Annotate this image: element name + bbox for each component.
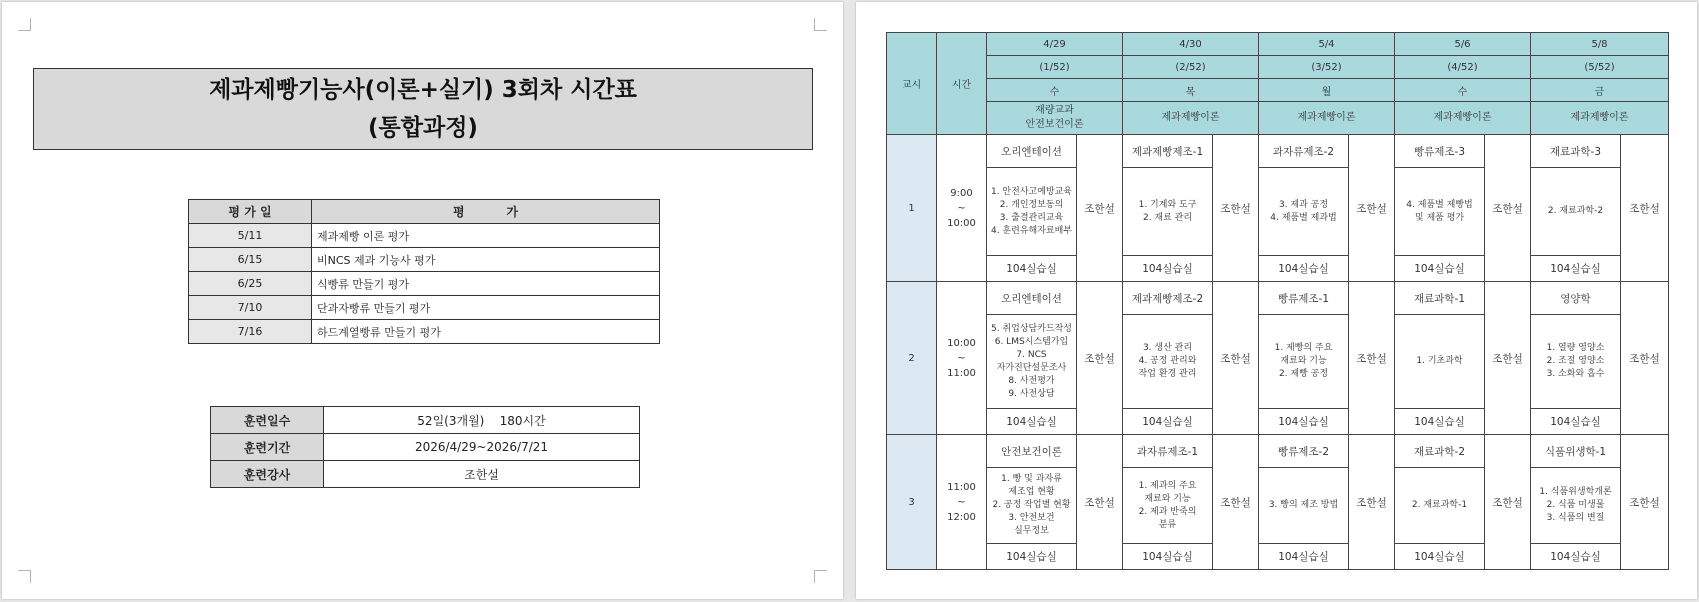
- class-unit-description: 1. 안전사고예방교육 2. 개인정보동의 3. 출결관리교육 4. 훈련유해자료배부: [987, 168, 1077, 256]
- class-unit-title: 오리엔테이션: [987, 282, 1077, 315]
- eval-name-header: 평 가: [312, 200, 660, 224]
- class-unit-description: 1. 열량 영양소 2. 조절 영양소 3. 소화와 흡수: [1531, 315, 1621, 409]
- class-instructor: 조한설: [1485, 282, 1531, 435]
- eval-date-header: 평 가 일: [189, 200, 312, 224]
- schedule-header-row: [887, 79, 1669, 102]
- class-unit-title: 빵류제조-2: [1259, 435, 1349, 468]
- period-time: 9:00 ~ 10:00: [937, 135, 987, 282]
- class-room: 104실습실: [1531, 256, 1621, 282]
- schedule-table: [886, 32, 1669, 570]
- class-room: 104실습실: [1395, 544, 1485, 570]
- eval-name: 제과제빵 이론 평가: [312, 224, 660, 248]
- class-unit-title: 식품위생학-1: [1531, 435, 1621, 468]
- class-room: 104실습실: [1259, 409, 1349, 435]
- schedule-desc-row: [887, 468, 1669, 544]
- document-subtitle: (통합과정): [368, 115, 478, 141]
- schedule-day-weekday: 금: [1531, 79, 1669, 102]
- class-unit-description: 1. 제빵의 주요 재료와 기능 2. 제빵 공정: [1259, 315, 1349, 409]
- class-room: 104실습실: [1259, 256, 1349, 282]
- margin-mark-top-right: [814, 18, 827, 31]
- class-instructor: 조한설: [1213, 282, 1259, 435]
- table-row: [189, 224, 660, 248]
- eval-date: 6/25: [189, 272, 312, 296]
- period-header: 교시: [887, 33, 937, 135]
- class-room: 104실습실: [987, 256, 1077, 282]
- schedule-day-weekday: 수: [987, 79, 1123, 102]
- class-unit-description: 3. 빵의 제조 방법: [1259, 468, 1349, 544]
- class-unit-description: 1. 기계와 도구 2. 재료 관리: [1123, 168, 1213, 256]
- schedule-day-date: 4/29: [987, 33, 1123, 56]
- schedule-room-row: [887, 409, 1669, 435]
- schedule-day-count: (1/52): [987, 56, 1123, 79]
- training-days-label: 훈련일수: [211, 407, 324, 434]
- eval-date: 5/11: [189, 224, 312, 248]
- schedule-desc-row: [887, 315, 1669, 409]
- training-period-value: 2026/4/29~2026/7/21: [324, 434, 640, 461]
- schedule-day-count: (2/52): [1123, 56, 1259, 79]
- class-unit-description: 1. 기초과학: [1395, 315, 1485, 409]
- class-unit-title: 안전보건이론: [987, 435, 1077, 468]
- schedule-room-row: [887, 256, 1669, 282]
- eval-date: 7/16: [189, 320, 312, 344]
- class-room: 104실습실: [1395, 256, 1485, 282]
- schedule-day-subject: 제과제빵이론: [1123, 102, 1259, 135]
- class-instructor: 조한설: [1077, 135, 1123, 282]
- class-unit-description: 2. 재료과학-2: [1531, 168, 1621, 256]
- training-days-value: 52일(3개월) 180시간: [324, 407, 640, 434]
- table-row: [211, 461, 640, 488]
- schedule-day-date: 4/30: [1123, 33, 1259, 56]
- schedule-header-row: [887, 33, 1669, 56]
- schedule-day-date: 5/4: [1259, 33, 1395, 56]
- class-unit-title: 과자류제조-2: [1259, 135, 1349, 168]
- period-number: 2: [887, 282, 937, 435]
- class-unit-description: 3. 생산 관리 4. 공정 관리와 작업 환경 관리: [1123, 315, 1213, 409]
- schedule-header-row: [887, 56, 1669, 79]
- class-instructor: 조한설: [1349, 282, 1395, 435]
- training-instructor-label: 훈련강사: [211, 461, 324, 488]
- class-unit-description: 4. 제품별 제빵법 및 제품 평가: [1395, 168, 1485, 256]
- schedule-room-row: [887, 544, 1669, 570]
- period-time: 11:00 ~ 12:00: [937, 435, 987, 570]
- class-unit-title: 영양학: [1531, 282, 1621, 315]
- document-page-2: [856, 2, 1697, 599]
- class-room: 104실습실: [1531, 409, 1621, 435]
- margin-mark-bottom-right: [814, 570, 827, 583]
- class-instructor: 조한설: [1485, 435, 1531, 570]
- class-instructor: 조한설: [1213, 135, 1259, 282]
- document-title-box: [33, 68, 813, 150]
- schedule-header-row: [887, 102, 1669, 135]
- period-number: 3: [887, 435, 937, 570]
- class-unit-title: 재료과학-2: [1395, 435, 1485, 468]
- schedule-period-row: [887, 435, 1669, 468]
- eval-name: 하드계열빵류 만들기 평가: [312, 320, 660, 344]
- training-period-label: 훈련기간: [211, 434, 324, 461]
- schedule-period-row: [887, 135, 1669, 168]
- class-unit-title: 제과제빵제조-1: [1123, 135, 1213, 168]
- schedule-day-date: 5/8: [1531, 33, 1669, 56]
- period-number: 1: [887, 135, 937, 282]
- class-unit-title: 오리엔테이션: [987, 135, 1077, 168]
- class-room: 104실습실: [1123, 409, 1213, 435]
- class-unit-title: 제과제빵제조-2: [1123, 282, 1213, 315]
- class-instructor: 조한설: [1621, 435, 1669, 570]
- class-unit-title: 재료과학-3: [1531, 135, 1621, 168]
- schedule-day-weekday: 목: [1123, 79, 1259, 102]
- training-info-table: [210, 406, 640, 488]
- margin-mark-top-left: [18, 18, 31, 31]
- class-unit-title: 재료과학-1: [1395, 282, 1485, 315]
- table-row: [189, 296, 660, 320]
- schedule-day-count: (5/52): [1531, 56, 1669, 79]
- class-unit-description: 3. 제과 공정 4. 제품별 제과법: [1259, 168, 1349, 256]
- schedule-desc-row: [887, 168, 1669, 256]
- class-instructor: 조한설: [1621, 135, 1669, 282]
- eval-name: 식빵류 만들기 평가: [312, 272, 660, 296]
- schedule-period-row: [887, 282, 1669, 315]
- eval-name: 단과자빵류 만들기 평가: [312, 296, 660, 320]
- table-row: [189, 248, 660, 272]
- period-time: 10:00 ~ 11:00: [937, 282, 987, 435]
- schedule-day-subject: 제과제빵이론: [1531, 102, 1669, 135]
- class-room: 104실습실: [987, 409, 1077, 435]
- schedule-day-count: (4/52): [1395, 56, 1531, 79]
- class-unit-description: 1. 제과의 주요 재료와 기능 2. 제과 반죽의 분류: [1123, 468, 1213, 544]
- schedule-day-subject: 재량교과 안전보건이론: [987, 102, 1123, 135]
- schedule-day-date: 5/6: [1395, 33, 1531, 56]
- document-page-1: [2, 2, 843, 599]
- class-room: 104실습실: [987, 544, 1077, 570]
- class-unit-description: 1. 식품위생학개론 2. 식품 미생물 3. 식품의 변질: [1531, 468, 1621, 544]
- class-unit-title: 과자류제조-1: [1123, 435, 1213, 468]
- eval-date: 6/15: [189, 248, 312, 272]
- document-title: 제과제빵기능사(이론+실기) 3회차 시간표: [209, 77, 637, 103]
- schedule-day-subject: 제과제빵이론: [1259, 102, 1395, 135]
- table-row: [189, 320, 660, 344]
- class-instructor: 조한설: [1213, 435, 1259, 570]
- class-unit-description: 1. 빵 및 과자류 제조업 현황 2. 공정 작업별 현황 3. 안전보건 실무정보: [987, 468, 1077, 544]
- schedule-day-weekday: 월: [1259, 79, 1395, 102]
- class-room: 104실습실: [1259, 544, 1349, 570]
- class-room: 104실습실: [1395, 409, 1485, 435]
- class-instructor: 조한설: [1349, 435, 1395, 570]
- class-room: 104실습실: [1123, 544, 1213, 570]
- schedule-day-count: (3/52): [1259, 56, 1395, 79]
- class-instructor: 조한설: [1621, 282, 1669, 435]
- time-header: 시간: [937, 33, 987, 135]
- eval-date: 7/10: [189, 296, 312, 320]
- schedule-day-weekday: 수: [1395, 79, 1531, 102]
- class-unit-description: 2. 재료과학-1: [1395, 468, 1485, 544]
- class-instructor: 조한설: [1077, 282, 1123, 435]
- table-row: [211, 407, 640, 434]
- class-instructor: 조한설: [1077, 435, 1123, 570]
- class-unit-title: 빵류제조-3: [1395, 135, 1485, 168]
- class-unit-description: 5. 취업상담카드작성 6. LMS시스템가입 7. NCS 자가진단설문조사 8. 사전평가 9. 사전상담: [987, 315, 1077, 409]
- training-instructor-value: 조한설: [324, 461, 640, 488]
- evaluation-table: [188, 199, 660, 344]
- class-instructor: 조한설: [1349, 135, 1395, 282]
- table-row: [189, 272, 660, 296]
- class-unit-title: 빵류제조-1: [1259, 282, 1349, 315]
- class-room: 104실습실: [1531, 544, 1621, 570]
- schedule-day-subject: 제과제빵이론: [1395, 102, 1531, 135]
- class-room: 104실습실: [1123, 256, 1213, 282]
- eval-name: 비NCS 제과 기능사 평가: [312, 248, 660, 272]
- table-row: [211, 434, 640, 461]
- class-instructor: 조한설: [1485, 135, 1531, 282]
- margin-mark-bottom-left: [18, 570, 31, 583]
